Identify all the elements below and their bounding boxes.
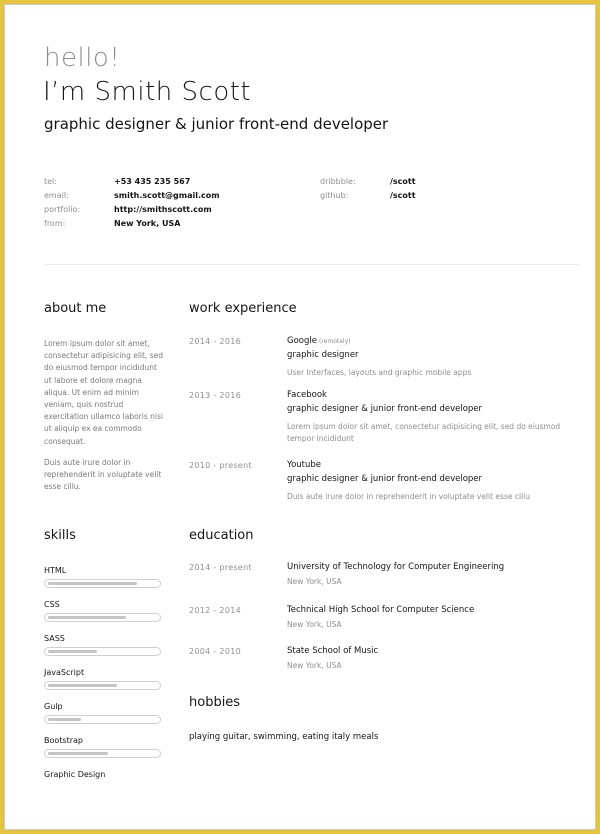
about-title: about me [44,301,107,316]
skill-name: CSS [44,600,60,609]
skill-item [44,769,162,803]
job-role: graphic designer & junior front-end developer [287,404,483,414]
skill-bar-fill [48,718,81,721]
dribbble-link[interactable]: /scott [390,176,416,186]
job-role: graphic designer & junior front-end developer [287,474,483,484]
education-date: 2014 - present [189,563,252,572]
work-body [287,459,587,503]
education-title: education [189,528,254,543]
skill-name: SASS [44,634,65,643]
company-name: Youtube [287,460,321,470]
about-paragraph: Duis aute irure dolor in reprehenderit in voluptate velit esse cillu. [44,457,162,492]
contact-row-github [320,188,416,202]
portfolio-link[interactable]: http://smithscott.com [114,204,212,214]
phone-value: +53 435 235 567 [114,176,191,186]
contact-info-left [44,174,220,230]
section-divider [44,264,580,265]
school-location: New York, USA [287,661,342,670]
contact-row-dribbble [320,174,416,188]
job-description: Duis aute irure dolor in reprehenderit in voluptate velit esse cillu [287,492,530,501]
skill-bar-fill [48,582,137,585]
work-body [287,389,587,444]
skill-item [44,633,162,667]
about-text [44,338,164,493]
skill-bar [44,579,161,588]
company-name: Facebook [287,390,327,400]
skill-item [44,667,162,701]
skill-bar [44,681,161,690]
work-date: 2013 - 2016 [189,391,241,400]
email-link[interactable]: smith.scott@gmail.com [114,190,220,200]
person-name: I’m Smith Scott [43,77,252,107]
job-subtitle: graphic designer & junior front-end developer [44,115,389,133]
company-name: Google [287,336,317,346]
education-date: 2012 - 2014 [189,606,241,615]
contact-row-from [44,216,220,230]
skills-title: skills [44,528,76,543]
greeting: hello! [44,43,121,73]
education-body [287,604,587,630]
about-paragraph: Lorem ipsum dolor sit amet, consectetur adipisicing elit, sed do eiusmod tempor incididunt ut labore et dolore magna aliqua. Ut enim ad minim veniam, quis nostrud exercitation ullamco laboris nisi ut aliquip ex ea commodo consequat. [44,339,163,446]
skill-name: Gulp [44,702,63,711]
contact-label: from: [44,218,66,228]
education-date: 2004 - 2010 [189,647,241,656]
contact-label: portfolio: [44,204,81,214]
contact-row-tel [44,174,220,188]
school-name: Technical High School for Computer Science [287,605,475,615]
work-date: 2014 - 2016 [189,337,241,346]
skill-name: Bootstrap [44,736,83,745]
skill-item [44,701,162,735]
school-location: New York, USA [287,577,342,586]
skill-bar-fill [48,684,117,687]
contact-row-email [44,188,220,202]
skill-bar [44,647,161,656]
skill-name: JavaScript [44,668,85,677]
contact-label: github: [320,190,349,200]
education-body [287,645,587,671]
skill-bar-fill [48,752,108,755]
skill-bar [44,749,161,758]
contact-info-right [320,174,416,202]
skill-bar [44,715,161,724]
contact-label: tel: [44,176,57,186]
skills-list [44,565,162,803]
skill-name: Graphic Design [44,770,106,779]
job-description: Lorem ipsum dolor sit amet, consectetur adipisicing elit, sed do eiusmod tempor incididunt [287,422,561,443]
contact-label: email: [44,190,69,200]
location-value: New York, USA [114,218,181,228]
job-description: User Interfaces, layouts and graphic mobile apps [287,368,472,377]
job-role: graphic designer [287,350,359,360]
school-name: University of Technology for Computer Engineering [287,562,505,572]
work-note: (remotely) [318,338,351,345]
school-name: State School of Music [287,646,379,656]
skill-bar-fill [48,616,126,619]
skill-name: HTML [44,566,67,575]
work-date: 2010 - present [189,461,252,470]
resume-sheet [4,4,596,830]
skill-item [44,565,162,599]
hobbies-title: hobbies [189,695,241,710]
github-link[interactable]: /scott [390,190,416,200]
work-title: work experience [189,301,297,316]
education-body [287,561,587,587]
skill-bar [44,613,161,622]
contact-row-portfolio [44,202,220,216]
hobbies-text: playing guitar, swimming, eating italy meals [189,732,379,742]
skill-bar-fill [48,650,97,653]
skill-item [44,735,162,769]
school-location: New York, USA [287,620,342,629]
contact-label: dribbble: [320,176,356,186]
skill-item [44,599,162,633]
work-body [287,335,587,379]
